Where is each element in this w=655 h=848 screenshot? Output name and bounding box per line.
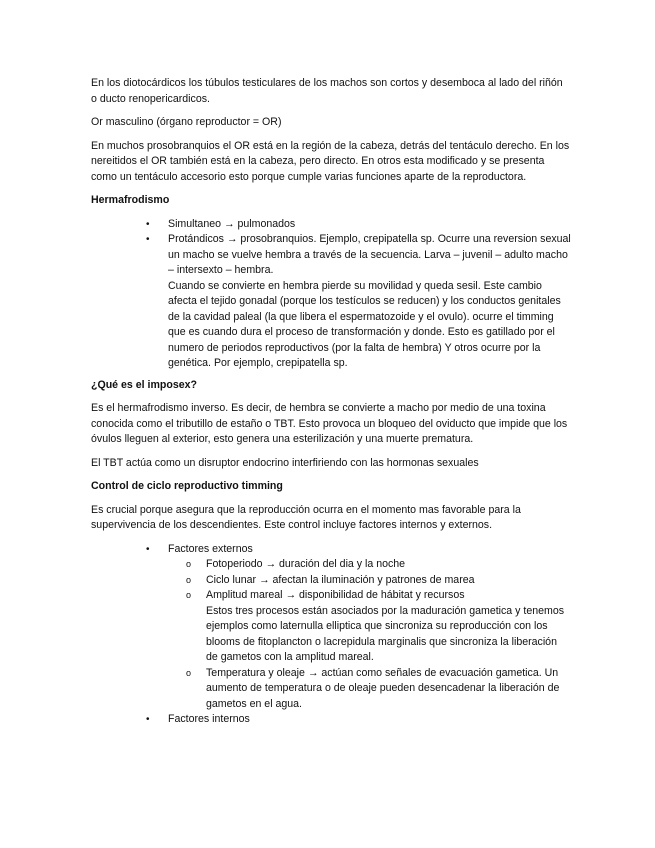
externos-sublist [168, 557, 571, 712]
document-body [91, 76, 571, 734]
factores-list [91, 542, 571, 728]
bullet-icon: • [146, 714, 150, 725]
list-item-text: Factores externos [168, 542, 253, 555]
sublist-item [168, 573, 571, 589]
sublist-item-text: Temperatura y oleaje → actúan como señales de evacuación gametica. Un aumento de temperatura o de oleaje pueden desencadenar la liberación de gametos en el agua. [206, 666, 560, 710]
sublist-item-extra-text: Estos tres procesos están asociados por la maduración gametica y tenemos ejemplos como laternulla elliptica que sincroniza su reproducción con los blooms de fitoplancton o lacrepidula marginalis que sincroniza la liberación de gametos con la amplitud mareal. [206, 604, 565, 663]
sublist-item [168, 557, 571, 573]
list-item-extra-text: Cuando se convierte en hembra pierde su movilidad y queda sesil. Este cambio afecta el tejido gonadal (porque los testículos se reducen) y los conductos genitales de la cavidad paleal (la que libera el espermatozoide y el ovulo). ocurre el timming que es cuando dura el proceso de transformación y donde. Esto es gatillado por el numero de periodos reproductivos (por la falta de hembra) Y otros ocurre por la genética. Por ejemplo, crepipatella sp. [168, 279, 561, 369]
heading-hermafrodismo: Hermafrodismo [91, 194, 170, 206]
bullet-icon: • [146, 218, 150, 230]
hermafrodismo-list [91, 217, 571, 372]
sublist-item [168, 588, 571, 666]
heading-imposex: ¿Qué es el imposex? [91, 378, 197, 391]
paragraph-prosobranquios: En muchos prosobranquios el OR está en la región de la cabeza, detrás del tentáculo derecho. En los nereitidos el OR también está en la cabeza, pero directo. En otros esta modificado y se presenta como un tentáculo accesorio esto porque cumple varias funciones aparte de la reproductora. [91, 139, 570, 183]
list-item-factores-externos [91, 542, 571, 713]
paragraph-control: Es crucial porque asegura que la reproducción ocurra en el momento mas favorable para la supervivencia de los descendientes. Este control incluye factores internos y externos. [91, 503, 521, 531]
circle-bullet-icon: o [186, 590, 192, 600]
list-item [91, 232, 571, 372]
sublist-item-text: Amplitud mareal → disponibilidad de hábitat y recursos [206, 589, 465, 601]
circle-bullet-icon: o [186, 559, 192, 569]
list-item-text: Protándicos → prosobranquios. Ejemplo, crepipatella sp. Ocurre una reversion sexual un macho se vuelve hembra a través de la secuencia. Larva – juvenil – adulto macho – intersexto – hembra. [168, 233, 571, 276]
paragraph-imposex: Es el hermafrodismo inverso. Es decir, de hembra se convierte a macho por medio de una toxina conocida como el tributillo de estaño o TBT. Esto provoca un bloqueo del oviducto que impide que los óvulos lleguen al exterior, esto genera una esterilización y una muerte prematura. [91, 402, 568, 445]
list-item-text: Factores internos [168, 713, 250, 725]
circle-bullet-icon: o [186, 574, 192, 585]
list-item [91, 217, 571, 233]
list-item-factores-internos [91, 712, 571, 728]
bullet-icon: • [146, 543, 150, 555]
paragraph-diotocardicos: En los diotocárdicos los túbulos testiculares de los machos son cortos y desemboca al lado del riñón o ducto renopericardicos. [91, 77, 563, 105]
sublist-item-text: Fotoperiodo → duración del dia y la noche [206, 558, 406, 570]
paragraph-or-masculino: Or masculino (órgano reproductor = OR) [91, 116, 282, 128]
heading-control-ciclo: Control de ciclo reproductivo timming [91, 480, 283, 492]
sublist-item [168, 666, 571, 713]
circle-bullet-icon: o [186, 667, 192, 678]
bullet-icon: • [146, 234, 150, 245]
list-item-text: Simultaneo → pulmonados [168, 217, 296, 230]
paragraph-tbt: El TBT actúa como un disruptor endocrino interfiriendo con las hormonas sexuales [91, 456, 479, 469]
sublist-item-text: Ciclo lunar → afectan la iluminación y patrones de marea [206, 573, 475, 586]
